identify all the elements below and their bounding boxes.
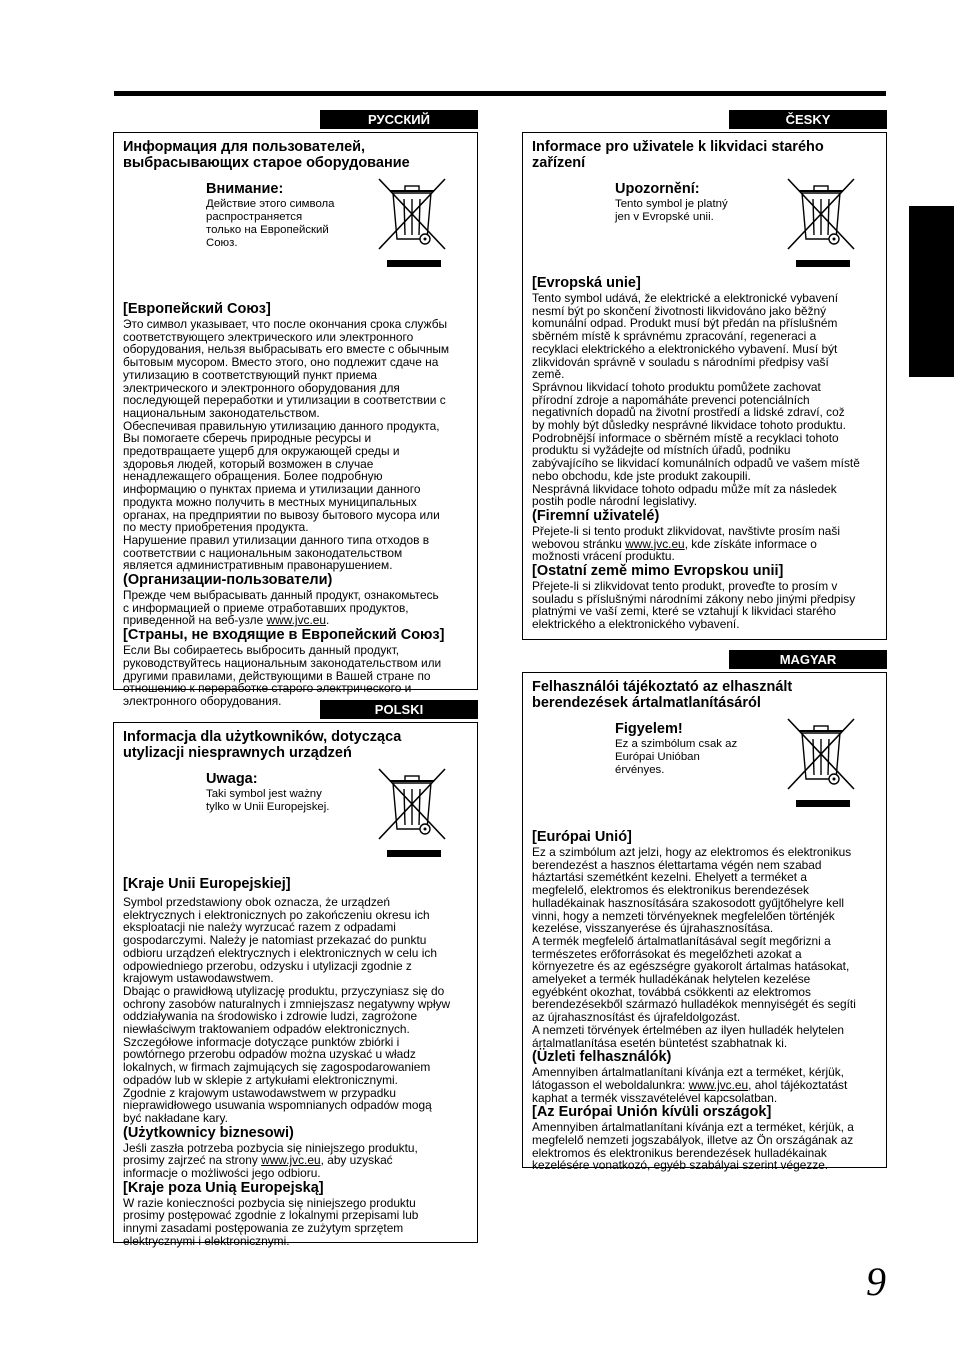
body-paragraph: Amennyiben ártalmatlanítani kívánja ezt a terméket, kérjük, a megfelelő nemzeti jogszabályok, illetve az Ön országának az elektromos és elektronikus berendezések hulladékainak kezelésére vonatkozó, egyéb szabályai szerint végezze. — [532, 1120, 854, 1173]
top-rule — [114, 91, 886, 96]
notice-title: Uwaga: — [206, 771, 258, 787]
crossed-bin-icon — [786, 177, 856, 269]
body-paragraph: Přejete-li si zlikvidovat tento produkt, proveďte to prosím v souladu s příslušnými národními zákony nebo jinými předpisy platnými ve vaší zemi, které se vztahují k likvidaci starého elektrického a elektronického vybavení. — [532, 579, 856, 632]
section-russian — [113, 132, 478, 708]
notice-title: Figyelem! — [615, 721, 683, 737]
notice-text: Ez a szimbólum csak az Európai Unióban érvényes. — [615, 738, 738, 776]
body-paragraph: Ez a szimbólum azt jelzi, hogy az elektromos és elektronikus berendezést a hasznos élettartama végén nem szabad háztartási szemétként kezelni. Ehelyett a terméket a megfelelő, elektromos és elektronikus berendezések hulladékainak hasznosítására szakosodott gyűjtőhelyre kell vinni, hogy a nemzeti törvényeknek megfelelően történjék kezelése, visszanyerése és újrahasznosítása. A termék megfelelő ártalmatlanításával segít megőrizni a természetes erőforrásokat és megelőzheti azokat a környezetre és az egészségre gyakorolt ártalmas hatásokat, amelyeket a termék hulladékának helytelen kezelése egyébként okozhat, továbbá csökkenti az elektromos berendezésekből származó hulladékok mennyiségét és segíti az újrahasznosítást és újrafeldolgozást. A nemzeti törvények értelmében az ilyen hulladék helytelen ártalmatlanítása esetén büntetést szabhatnak ki. — [532, 845, 856, 1050]
section-czech — [522, 132, 887, 640]
section-heading: [Страны, не входящие в Европейский Союз] — [123, 627, 445, 644]
section-title: Informacja dla użytkowników, dotycząca utylizacji niesprawnych urządzeń — [123, 729, 402, 761]
section-heading: (Üzleti felhasználók) — [532, 1049, 672, 1066]
section-heading: [Ostatní země mimo Evropskou unii] — [532, 563, 784, 580]
section-heading: [Kraje poza Unią Europejską] — [123, 1179, 324, 1196]
notice — [123, 181, 469, 257]
section-title: Informace pro uživatele k likvidaci starého zařízení — [532, 139, 824, 171]
section-heading: (Użytkownicy biznesowi) — [123, 1124, 294, 1141]
side-index-tab — [909, 206, 954, 377]
section-heading: [Европейский Союз] — [123, 301, 271, 317]
notice-text: Действие этого символа распространяется только на Европейский Союз. — [206, 198, 335, 249]
section-polish — [113, 722, 478, 1248]
body-paragraph: Symbol przedstawiony obok oznacza, że urządzeń elektrycznych i elektronicznych po zakończeniu okresu ich eksploatacji nie należy wyrzucać razem z odpadami gospodarczymi. Należy je natomiast przekazać do punktu odbioru urządzeń elektrycznych i elektronicznych w celu ich odpowiedniego przerobu, odzysku i utylizacji zgodnie z krajowym ustawodawstwem. Dbając o prawidłową utylizację produktu, przyczyniasz się do ochrony zasobów naturalnych i zmniejszasz negatywny wpływ oddziaływania na środowisko i zdrowie ludzi, zagrożone niewłaściwym traktowaniem odpadów elektronicznych. Szczegółowe informacje dotyczące punktów zbiórki i powtórnego przerobu odpadów można uzyskać u władz lokalnych, w firmach zajmujących się zagospodarowaniem odpadów lub w sklepie z artykułami elektronicznymi. Zgodnie z krajowym ustawodawstwem w przypadku nieprawidłowego usuwania wspomnianych odpadów mogą być nakładane kary. — [123, 895, 451, 1125]
body-paragraph: Если Вы собираетесь выбросить данный продукт, руководствуйтесь национальным законодательством или другими правилами, действующими в Вашей стране по отношению к переработке старого электрического и электронного оборудования. — [123, 643, 442, 708]
crossed-bin-icon — [786, 717, 856, 809]
crossed-bin-icon — [377, 177, 447, 269]
section-heading: [Evropská unie] — [532, 275, 641, 291]
jvc-link[interactable]: www.jvc.eu — [266, 613, 326, 628]
page-number: 9 — [866, 1259, 886, 1304]
section-heading: [Kraje Unii Europejskiej] — [123, 876, 291, 892]
section-hungarian — [522, 672, 887, 1173]
body-paragraph: Это символ указывает, что после окончания срока службы соответствующего электрического или электронного оборудования, нельзя выбрасывать его вместе с обычным бытовым мусором. Вместо этого, оно подлежит сдаче на утилизацию в соответствующий пункт приема электрического и электронного оборудования для последующей переработки и утилизации в соответствии с национальным законодательством. Обеспечивая правильную утилизацию данного продукта, Вы помогаете сберечь природные ресурсы и предотвращаете ущерб для окружающей среды и здоровья людей, который возможен в случае ненадлежащего обращения. Более подробную информацию о пунктах приема и утилизации данного продукта можно получить в местных муниципальных органах, на предприятии по вывозу бытового мусора или по месту приобретения продукта. Нарушение правил утилизации данного типа отходов в соответствии с национальным законодательством является административным правонарушением. — [123, 317, 450, 573]
jvc-link[interactable]: www.jvc.eu — [261, 1153, 321, 1168]
lang-tab-hungarian: MAGYAR — [729, 650, 887, 669]
body-paragraph: Přejete-li si tento produkt zlikvidovat, navštivte prosím naši webovou stránku www.jvc.eu, kde získáte informace o možnosti vrácení produktu. — [532, 523, 840, 564]
notice-text: Tento symbol je platný jen v Evropské unii. — [615, 198, 728, 223]
notice-text: Taki symbol jest ważny tylko w Unii Europejskej. — [206, 788, 330, 813]
section-title: Информация для пользователей, выбрасывающих старое оборудование — [123, 139, 410, 171]
notice-title: Внимание: — [206, 181, 284, 197]
body-paragraph: W razie konieczności pozbycia się niniejszego produktu prosimy postępować zgodnie z lokalnymi przepisami lub innymi zasadami postępowania ze zużytym sprzętem elektrycznymi i elektronicznymi. — [123, 1195, 419, 1248]
notice — [532, 721, 878, 797]
lang-tab-czech: ČESKY — [729, 110, 887, 129]
notice-title: Upozornění: — [615, 181, 700, 197]
lang-tab-polish: POLSKI — [320, 700, 478, 719]
notice — [123, 771, 469, 847]
lang-tab-russian: РУССКИЙ — [320, 110, 478, 129]
section-heading: [Európai Unió] — [532, 829, 632, 845]
notice — [532, 181, 878, 257]
body-paragraph: Прежде чем выбрасывать данный продукт, ознакомьтесь с информацией о приеме отработавших продуктов, приведенной на веб-узле www.jvc.eu. — [123, 588, 439, 628]
body-paragraph: Tento symbol udává, že elektrické a elektronické vybavení nesmí být po skončení životnosti likvidováno jako běžný komunální odpad. Produkt musí být předán na příslušném sběrném místě k správnému zpracování, regeneraci a recyklaci elektrického a elektronického vybavení. Musí být zlikvidován správně v souladu s národními předpisy vaší země. Správnou likvidací tohoto produktu pomůžete zachovat přírodní zdroje a napomáháte prevenci potenciálních negativních dopadů na životní prostředí a lidské zdraví, což by mohly být důsledky nesprávné likvidace tohoto produktu. Podrobnější informace o sběrném místě a recyklaci tohoto produktu si vyžádejte od místních úřadů, podniku zabývajícího se likvidací komunálních odpadů ve vašem místě nebo obchodu, kde jste produkt zakoupili. Nesprávná likvidace tohoto odpadu může mít za následek postih podle národní legislativy. — [532, 291, 860, 509]
section-heading: (Организации-пользователи) — [123, 572, 333, 589]
jvc-link[interactable]: www.jvc.eu — [688, 1077, 749, 1092]
body-paragraph: Amennyiben ártalmatlanítani kívánja ezt a terméket, kérjük, látogasson el weboldalunkra: www.jvc.eu, ahol tájékoztatást kaphat a termék visszavételével kapcsolatban. — [532, 1065, 848, 1105]
section-title: Felhasználói tájékoztató az elhasznált berendezések ártalmatlanításáról — [532, 679, 793, 711]
jvc-link[interactable]: www.jvc.eu — [625, 536, 685, 551]
section-heading: (Firemní uživatelé) — [532, 507, 660, 524]
section-heading: [Az Európai Unión kívüli országok] — [532, 1104, 772, 1121]
crossed-bin-icon — [377, 767, 447, 859]
body-paragraph: Jeśli zaszła potrzeba pozbycia się niniejszego produktu, prosimy zajrzeć na strony www.jvc.eu, aby uzyskać informacje o możliwości jego odbioru. — [123, 1140, 418, 1181]
